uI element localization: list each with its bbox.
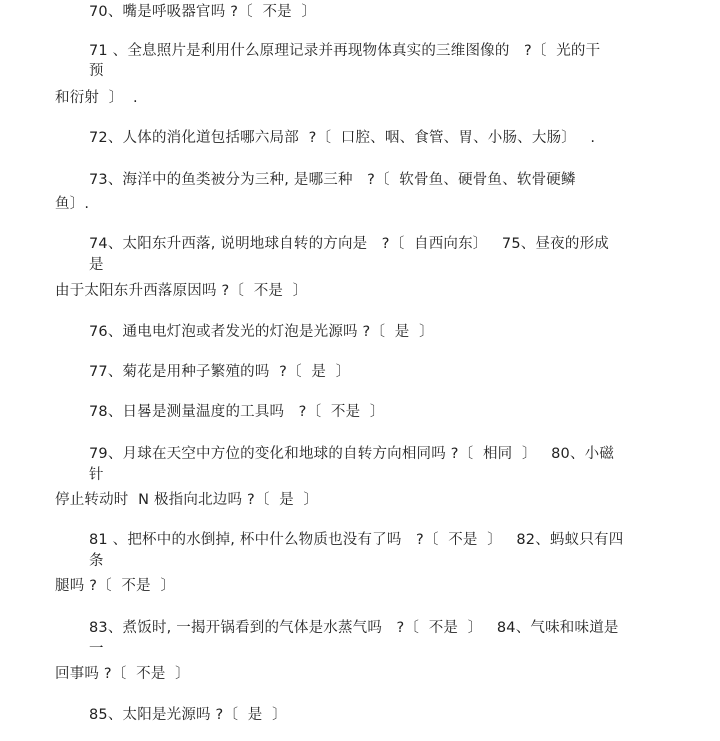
question-80-cont: 停止转动时 N 极指向北边吗 ?〔 是 〕 (55, 492, 319, 508)
question-72: 72、人体的消化道包括哪六局部 ?〔 口腔、咽、食管、胃、小肠、大肠〕 . (89, 130, 596, 146)
question-80-wrap: 针 (89, 467, 104, 483)
question-75-wrap: 是 (89, 257, 104, 273)
question-73-cont: 鱼〕. (55, 196, 90, 212)
question-82-cont: 腿吗 ?〔 不是 〕 (55, 578, 176, 594)
question-81-82: 81 、把杯中的水倒掉, 杯中什么物质也没有了吗 ?〔 不是 〕 82、蚂蚁只有四 (89, 532, 624, 548)
question-74-75: 74、太阳东升西落, 说明地球自转的方向是 ?〔 自西向东〕 75、昼夜的形成 (89, 236, 609, 252)
question-71-cont: 和衍射 〕 . (55, 90, 138, 106)
question-82-wrap: 条 (89, 553, 104, 569)
question-70: 70、嘴是呼吸器官吗 ?〔 不是 〕 (89, 4, 317, 20)
question-77: 77、菊花是用种子繁殖的吗 ?〔 是 〕 (89, 364, 351, 380)
question-75-cont: 由于太阳东升西落原因吗 ?〔 不是 〕 (55, 283, 308, 299)
question-71: 71 、全息照片是利用什么原理记录并再现物体真实的三维图像的 ?〔 光的干 (89, 43, 601, 59)
question-79-80: 79、月球在天空中方位的变化和地球的自转方向相同吗 ?〔 相同 〕 80、小磁 (89, 446, 615, 462)
question-76: 76、通电电灯泡或者发光的灯泡是光源吗 ?〔 是 〕 (89, 324, 434, 340)
question-84-wrap: 一 (89, 641, 104, 657)
question-83-84: 83、煮饭时, 一揭开锅看到的气体是水蒸气吗 ?〔 不是 〕 84、气味和味道是 (89, 620, 619, 636)
question-84-cont: 回事吗 ?〔 不是 〕 (55, 666, 190, 682)
question-85: 85、太阳是光源吗 ?〔 是 〕 (89, 707, 287, 723)
question-71-wrap: 预 (89, 63, 104, 79)
question-78: 78、日晷是测量温度的工具吗 ?〔 不是 〕 (89, 404, 385, 420)
question-73: 73、海洋中的鱼类被分为三种, 是哪三种 ?〔 软骨鱼、硬骨鱼、软骨硬鳞 (89, 172, 576, 188)
